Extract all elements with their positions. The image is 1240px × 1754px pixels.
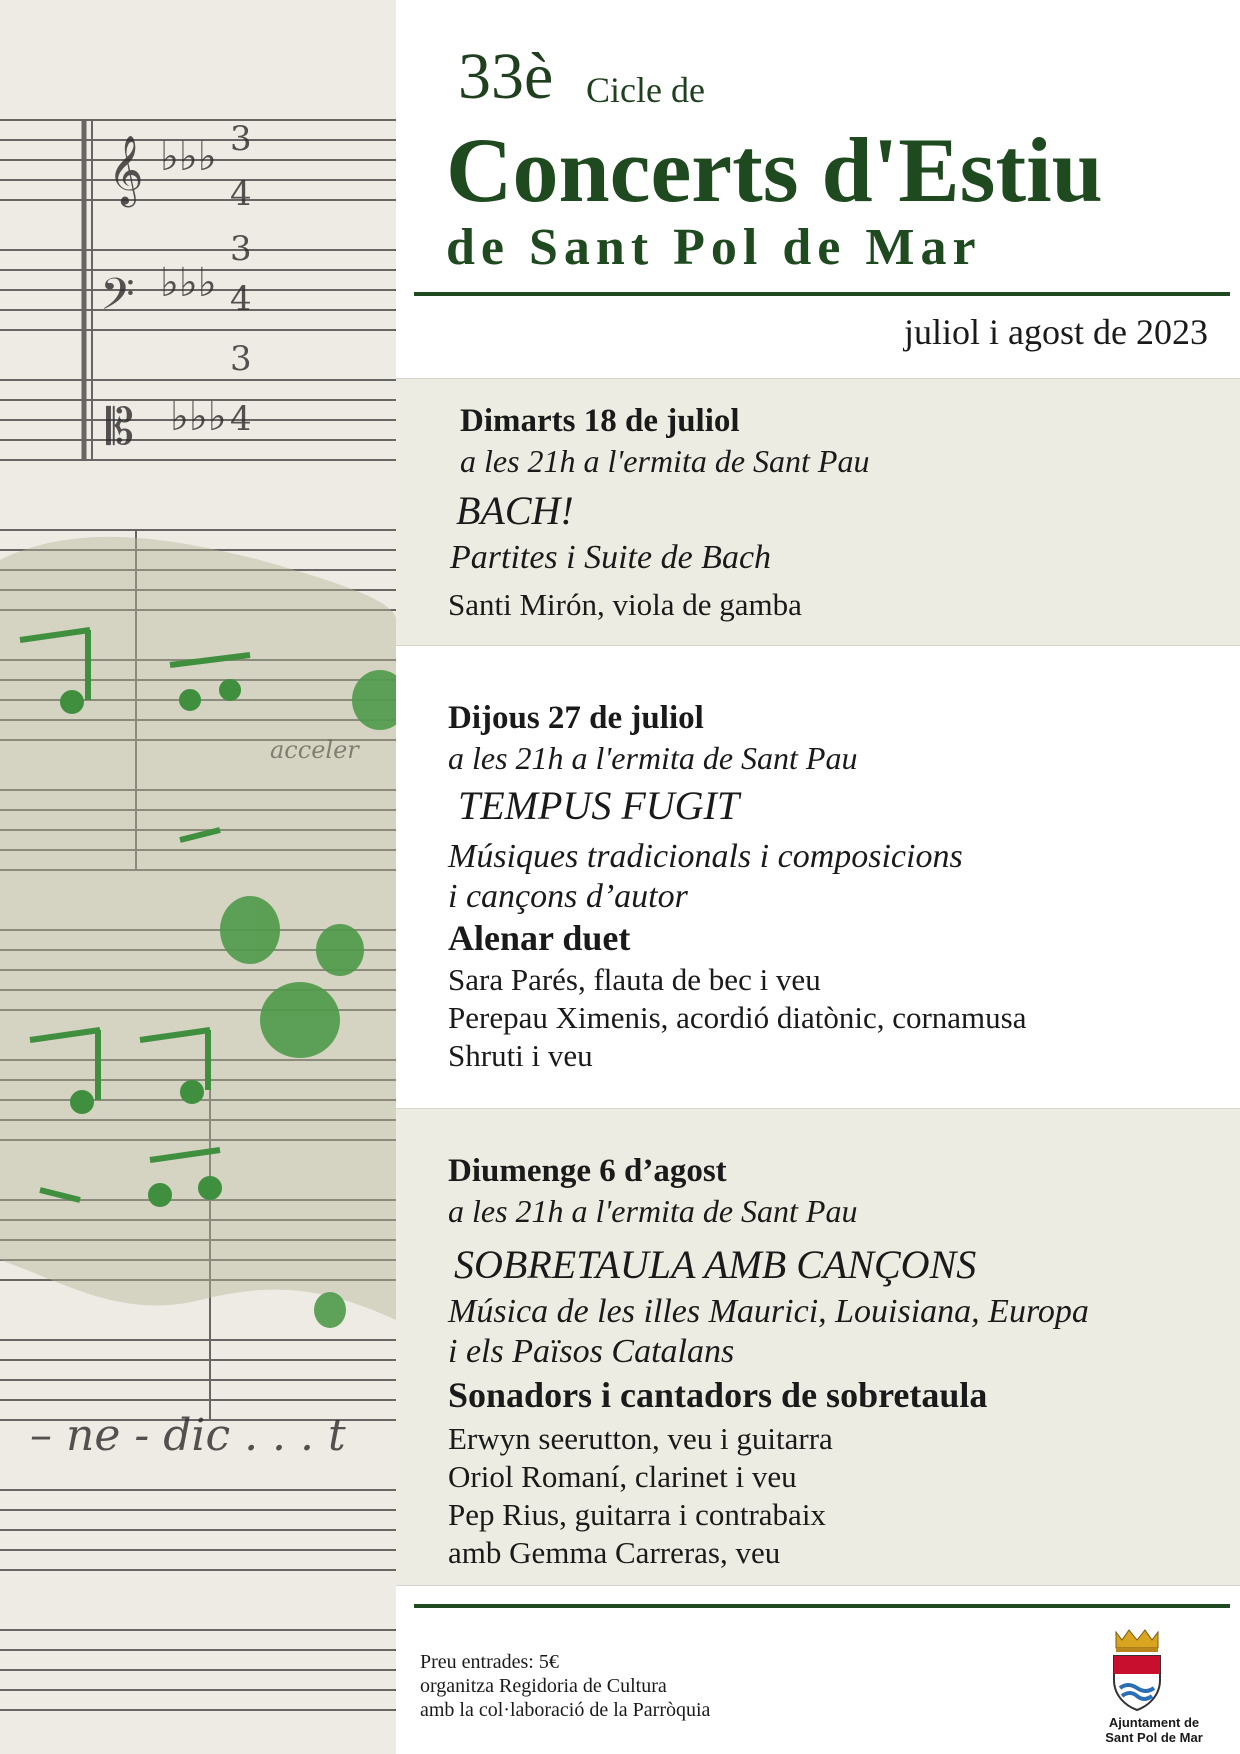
concert-program: BACH! bbox=[456, 488, 574, 533]
svg-text:4: 4 bbox=[230, 399, 252, 439]
concert-place: a les 21h a l'ermita de Sant Pau bbox=[448, 740, 858, 776]
concert-group: Alenar duet bbox=[448, 918, 631, 958]
crest-label: Ajuntament de bbox=[1108, 1715, 1200, 1730]
header-divider bbox=[414, 292, 1230, 296]
municipal-crest-icon bbox=[1102, 1628, 1172, 1712]
concert-program: TEMPUS FUGIT bbox=[458, 783, 740, 828]
concert-performer: Shruti i veu bbox=[448, 1038, 593, 1073]
concert-card bbox=[396, 378, 1240, 646]
concert-description: i els Països Catalans bbox=[448, 1333, 735, 1370]
concert-day: Diumenge 6 d’agost bbox=[448, 1153, 727, 1189]
svg-text:4: 4 bbox=[230, 279, 252, 319]
edition-number: 33è bbox=[458, 40, 554, 113]
svg-text:3: 3 bbox=[230, 119, 252, 159]
season-dates: juliol i agost de 2023 bbox=[904, 312, 1208, 352]
concert-description: Partites i Suite de Bach bbox=[450, 539, 772, 576]
concert-card bbox=[396, 1108, 1240, 1586]
concert-place: a les 21h a l'ermita de Sant Pau bbox=[448, 1193, 858, 1229]
concert-description: Música de les illes Maurici, Louisiana, Europa bbox=[448, 1293, 1089, 1330]
collaboration-line: amb la col·laboració de la Parròquia bbox=[420, 1699, 711, 1721]
concert-performer: amb Gemma Carreras, veu bbox=[448, 1535, 781, 1570]
concert-performer: Santi Mirón, viola de gamba bbox=[448, 587, 802, 622]
footer-divider bbox=[414, 1604, 1230, 1608]
svg-text:𝄢: 𝄢 bbox=[100, 268, 135, 331]
page-title: Concerts d'Estiu bbox=[446, 119, 1103, 221]
crest-label: Sant Pol de Mar bbox=[1105, 1730, 1203, 1745]
concert-performer: Sara Parés, flauta de bec i veu bbox=[448, 962, 821, 997]
svg-text:𝄞: 𝄞 bbox=[108, 135, 144, 205]
organizer-line: organitza Regidoria de Cultura bbox=[420, 1675, 667, 1697]
concert-card bbox=[396, 646, 1240, 1108]
svg-text:3: 3 bbox=[230, 229, 252, 269]
svg-text:♭♭♭: ♭♭♭ bbox=[170, 394, 227, 440]
svg-text:– ne - dic . . . t: – ne - dic . . . t bbox=[30, 1410, 346, 1461]
concert-performer: Oriol Romaní, clarinet i veu bbox=[448, 1459, 797, 1494]
concert-description: i cançons d’autor bbox=[448, 878, 688, 915]
svg-text:♭♭♭: ♭♭♭ bbox=[160, 134, 217, 180]
concert-program: SOBRETAULA AMB CANÇONS bbox=[454, 1242, 977, 1287]
ticket-price: Preu entrades: 5€ bbox=[420, 1651, 559, 1673]
concert-performer: Pep Rius, guitarra i contrabaix bbox=[448, 1497, 826, 1532]
concert-group: Sonadors i cantadors de sobretaula bbox=[448, 1375, 988, 1415]
concert-performer: Perepau Ximenis, acordió diatònic, cornamusa bbox=[448, 1000, 1027, 1035]
svg-text:acceler: acceler bbox=[270, 736, 359, 764]
concert-place: a les 21h a l'ermita de Sant Pau bbox=[460, 443, 870, 479]
svg-text:𝄡: 𝄡 bbox=[106, 398, 134, 456]
concert-day: Dimarts 18 de juliol bbox=[460, 403, 740, 439]
page-subtitle: de Sant Pol de Mar bbox=[446, 219, 982, 276]
concert-description: Músiques tradicionals i composicions bbox=[448, 838, 963, 875]
cycle-label: Cicle de bbox=[586, 70, 705, 110]
svg-text:♭♭♭: ♭♭♭ bbox=[160, 260, 217, 306]
concert-day: Dijous 27 de juliol bbox=[448, 700, 704, 736]
svg-text:3: 3 bbox=[230, 339, 252, 379]
music-score-illustration bbox=[0, 0, 396, 1754]
svg-text:4: 4 bbox=[230, 174, 252, 214]
concert-performer: Erwyn seerutton, veu i guitarra bbox=[448, 1421, 833, 1456]
